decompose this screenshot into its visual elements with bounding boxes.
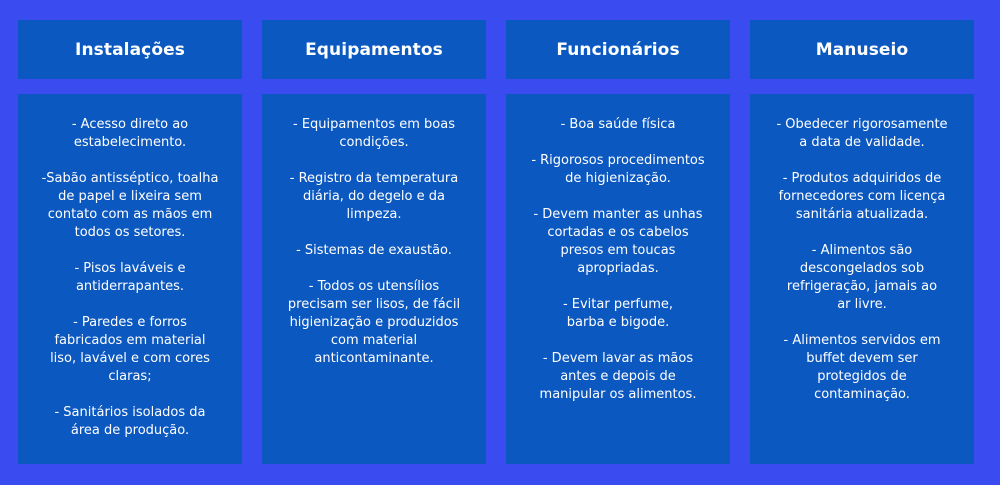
list-item: - Sanitários isolados da área de produção.: [54, 405, 206, 438]
list-item: - Pisos laváveis e antiderrapantes.: [74, 261, 186, 294]
column-title: Manuseio: [815, 39, 909, 60]
column-title: Equipamentos: [305, 39, 443, 60]
list-item: - Evitar perfume, barba e bigode.: [562, 297, 674, 330]
list-item: - Equipamentos em boas condições.: [293, 117, 455, 150]
list-item: - Rigorosos procedimentos de higienização.: [531, 153, 705, 186]
column-header: [506, 20, 730, 79]
list-item: - Devem manter as unhas cortadas e os cabelos presos em toucas apropriadas.: [533, 207, 703, 276]
column-body: [18, 94, 242, 464]
list-item: -Sabão antisséptico, toalha de papel e lixeira sem contato com as mãos em todos os setores.: [41, 171, 219, 240]
column-body: [262, 94, 486, 464]
list-item: - Devem lavar as mãos antes e depois de manipular os alimentos.: [539, 351, 697, 402]
column-header: [262, 20, 486, 79]
list-item: - Registro da temperatura diária, do degelo e da limpeza.: [289, 171, 459, 222]
column-header: [750, 20, 974, 79]
list-item: - Boa saúde física: [560, 117, 676, 132]
column-title: Funcionários: [556, 39, 680, 60]
list-item: - Alimentos servidos em buffet devem ser protegidos de contaminação.: [783, 333, 941, 402]
list-item: - Alimentos são descongelados sob refrigeração, jamais ao ar livre.: [786, 243, 938, 312]
list-item: - Todos os utensílios precisam ser lisos, de fácil higienização e produzidos com material anticontaminante.: [287, 279, 461, 366]
list-item: - Acesso direto ao estabelecimento.: [71, 117, 189, 150]
column-body: [750, 94, 974, 464]
list-item: - Paredes e forros fabricados em material liso, lavável e com cores claras;: [50, 315, 210, 384]
list-item: - Produtos adquiridos de fornecedores com licença sanitária atualizada.: [778, 171, 946, 222]
column-body: [506, 94, 730, 464]
column-title: Instalações: [75, 39, 185, 60]
list-item: - Sistemas de exaustão.: [296, 243, 452, 258]
list-item: - Obedecer rigorosamente a data de validade.: [776, 117, 948, 150]
column-header: [18, 20, 242, 79]
